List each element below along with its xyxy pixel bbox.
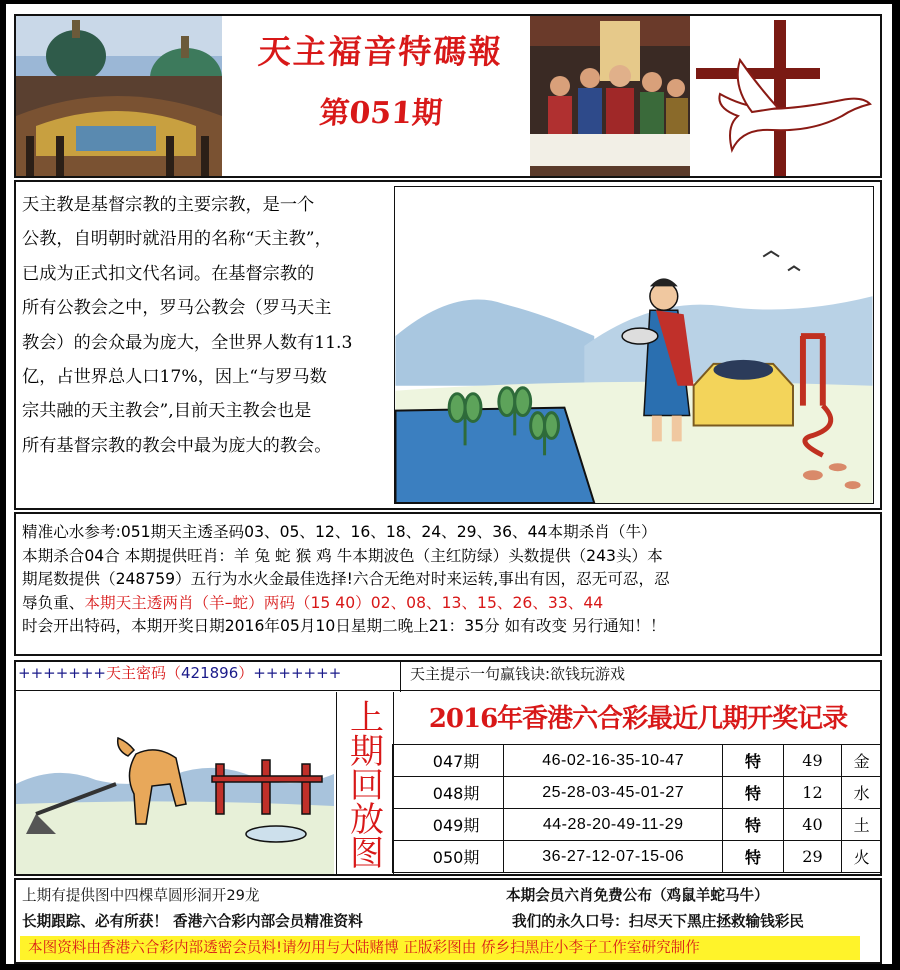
well-illustration <box>394 186 874 504</box>
record-element: 土 <box>842 809 882 841</box>
footer-line2-left: 长期跟踪、必有所获！ 香港六合彩内部会员精准资料 <box>22 913 363 930</box>
notice-line: 时会开出特码，本期开奖日期2016年05月10日星期二晚上21：35分 如有改变 另行通知！！ <box>22 617 666 636</box>
record-special: 49 <box>783 745 842 777</box>
record-issue: 050期 <box>393 841 504 873</box>
record-numbers: 44-28-20-49-11-29 <box>504 809 723 841</box>
record-te: 特 <box>723 841 783 873</box>
record-element: 火 <box>842 841 882 873</box>
article-line: 已成为正式扣文代名词。在基督宗教的 <box>22 263 315 284</box>
article-line: 所有公教会之中，罗马公教会（罗马天主 <box>22 298 332 319</box>
table-row <box>393 745 882 777</box>
records-title: 2016年香港六合彩最近几期开奖记录 <box>428 704 848 734</box>
footer-line1-left: 上期有提供图中四棵草圆形洞开29龙 <box>22 887 260 904</box>
code-plus-right: +++++++ <box>253 664 342 682</box>
record-issue: 049期 <box>393 809 504 841</box>
replay-char: 回 <box>350 766 384 806</box>
table-row <box>393 809 882 841</box>
record-special: 29 <box>783 841 842 873</box>
footer-banner: 本图资料由香港六合彩内部透密会员料!请勿用与大陆赌博 正版彩图由 侨乡扫黑庄小李子工作室研究制作 <box>20 936 860 960</box>
cross-dove-image <box>692 16 880 176</box>
secret-code <box>18 662 341 683</box>
issue-number: 第051期 <box>318 96 444 131</box>
article-line: 亿，占世界总人口17%，因上“与罗马数 <box>22 367 327 388</box>
notice-line <box>22 592 882 616</box>
hint-text: 天主提示一句赢钱诀:欲钱玩游戏 <box>410 665 626 683</box>
article-line: 宗共融的天主教会”,目前天主教会也是 <box>22 401 312 422</box>
article-line: 天主教是基督宗教的主要宗教，是一个 <box>22 195 315 215</box>
article-text <box>22 188 390 463</box>
church-image <box>16 16 222 176</box>
record-special: 40 <box>783 809 842 841</box>
replay-char: 放 <box>350 800 384 840</box>
table-row <box>393 841 882 873</box>
notice-red-highlight: 本期天主透两肖（羊–蛇）两码（15 40）02、08、13、15、26、33、44 <box>84 593 604 612</box>
record-issue: 048期 <box>393 777 504 809</box>
replay-char: 上 <box>350 698 384 738</box>
last-supper-image <box>530 16 690 176</box>
records-table <box>392 744 882 873</box>
newspaper-title: 天主福音特碼報 <box>256 32 505 71</box>
notice-line: 本期杀合04合 本期提供旺肖：羊 兔 蛇 猴 鸡 牛本期波色（主红防绿）头数提供（243头）本 <box>22 546 663 565</box>
record-te: 特 <box>723 777 783 809</box>
notice-line: 期尾数提供（248759）五行为水火金最佳选择!六合无绝对时来运转,事出有因，忍无可忍，忍 <box>22 570 670 589</box>
footer-line1-right: 本期会员六肖免费公布（鸡鼠羊蛇马牛） <box>506 887 769 904</box>
code-value: 421896 <box>181 664 239 682</box>
record-special: 12 <box>783 777 842 809</box>
table-row <box>393 777 882 809</box>
record-numbers: 46-02-16-35-10-47 <box>504 745 723 777</box>
record-element: 水 <box>842 777 882 809</box>
article-line: 所有基督宗教的教会中最为庞大的教会。 <box>22 435 332 456</box>
record-te: 特 <box>723 809 783 841</box>
code-close: ） <box>238 664 254 682</box>
record-issue: 047期 <box>393 745 504 777</box>
record-numbers: 36-27-12-07-15-06 <box>504 841 723 873</box>
footer-line2-right: 我们的永久口号：扫尽天下黑庄拯救输钱彩民 <box>512 913 804 930</box>
record-te: 特 <box>723 745 783 777</box>
notice-text <box>22 521 882 639</box>
record-numbers: 25-28-03-45-01-27 <box>504 777 723 809</box>
secret-code-divider <box>14 690 882 691</box>
article-line: 公教，自明朝时就沿用的名称“天主教”， <box>22 229 332 250</box>
notice-line: 精准心水参考:051期天主透圣码03、05、12、16、18、24、29、36、44本期杀肖（牛） <box>22 523 657 541</box>
ox-plow-illustration <box>16 694 334 874</box>
article-line: 教会）的会众最为庞大，全世界人数有11.3 <box>22 332 353 353</box>
code-label: 天主密码（ <box>105 664 181 682</box>
record-element: 金 <box>842 745 882 777</box>
code-plus-left: +++++++ <box>18 664 106 682</box>
notice-line4-black: 辱负重、 <box>22 593 85 612</box>
vertical-divider <box>400 660 401 692</box>
replay-char: 期 <box>350 732 384 772</box>
replay-char: 图 <box>350 834 384 874</box>
